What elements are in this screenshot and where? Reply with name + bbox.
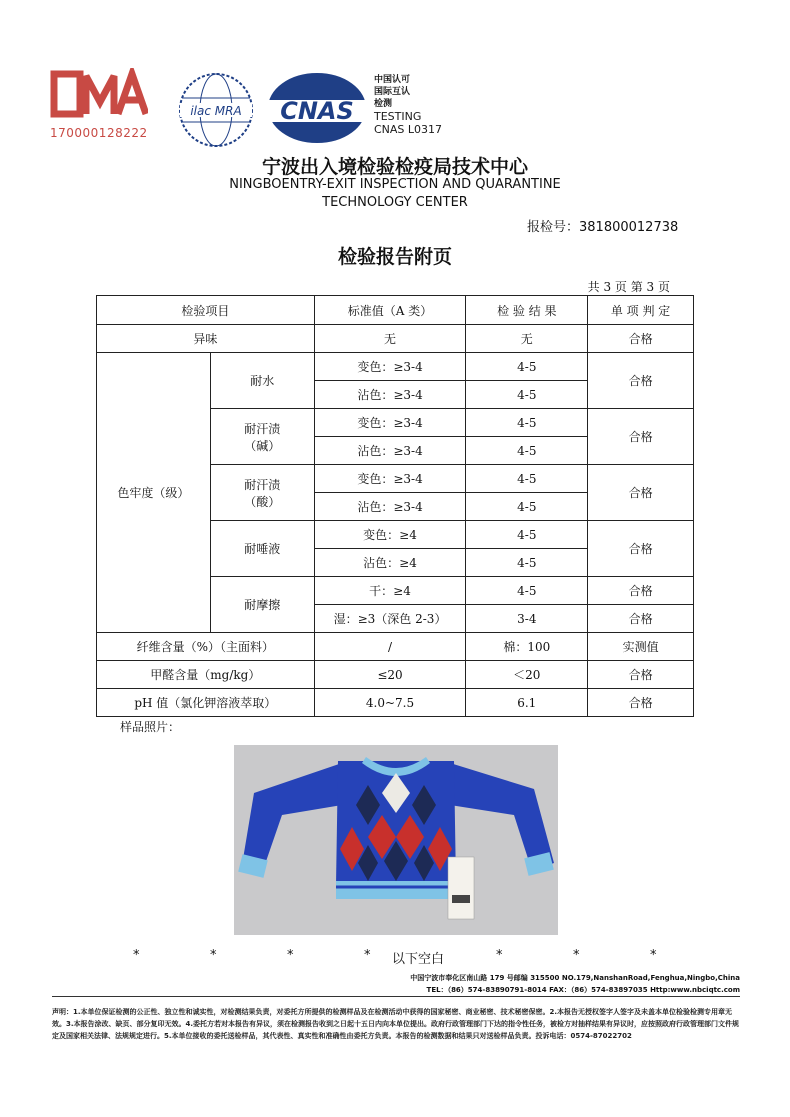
water-result-1: 4-5 [466, 353, 588, 381]
fiber-item: 纤维含量（%）（主面料） [97, 633, 315, 661]
header-result: 检 验 结 果 [466, 296, 588, 325]
water-standard-2: 沾色：≥3-4 [314, 381, 466, 409]
org-name-en-line1: NINGBOENTRY-EXIT INSPECTION AND QUARANTINE [229, 177, 561, 192]
address-line: 中国宁波市奉化区南山路 179 号邮编 315500 NO.179,NanshanRoad,Fenghua,Ningbo,China [410, 974, 740, 982]
rubbing-standard-1: 干：≥4 [314, 577, 466, 605]
water-result-2: 4-5 [466, 381, 588, 409]
sweat-alkaline-standard-1: 变色：≥3-4 [314, 409, 466, 437]
star-mark: * [210, 948, 217, 963]
rubbing-result-2: 3-4 [466, 605, 588, 633]
contact-line: TEL：（86）574-83890791-8014 FAX：（86）574-83897035 Http:www.nbciqtc.com [426, 986, 740, 994]
sweat-alkaline-standard-2: 沾色：≥3-4 [314, 437, 466, 465]
sweat-alkaline-judgement: 合格 [588, 409, 694, 465]
rubbing-judgement-2: 合格 [588, 605, 694, 633]
rubbing-judgement-1: 合格 [588, 577, 694, 605]
star-mark: * [133, 948, 140, 963]
cnas-cn-line1: 中国认可 [374, 75, 411, 85]
ph-standard: 4.0~7.5 [314, 689, 466, 717]
saliva-judgement: 合格 [588, 521, 694, 577]
fiber-judgement: 实测值 [588, 633, 694, 661]
sweat-acid-label-1: 耐汗渍 [244, 477, 281, 492]
table-row [97, 689, 694, 717]
star-mark: * [650, 948, 657, 963]
water-standard-1: 变色：≥3-4 [314, 353, 466, 381]
footer-address [410, 972, 740, 996]
water-label: 耐水 [210, 353, 314, 409]
odor-result: 无 [466, 325, 588, 353]
cnas-en-line2: CNAS L0317 [374, 123, 443, 136]
disclaimer-text: 声明：1.本单位保证检测的公正性、独立性和诚实性，对检测结果负责，对委托方所提供的检测样品及在检测活动中获得的国家秘密、商业秘密、技术秘密保密。2.本报告无授权签字人签字及未盖本单位检验检测专用章无效。3.本报告涂改、缺页、部分复印无效。4.委托方若对本报告有异议，须在检测报告收到之日起十五日内向本单位提出。政府行政管理部门下达的指令性任务，被检方对抽样结果有异议时，应按照政府行政管理部门文件规定及国家相关法律、法规规定进行。5.本单位接收的委托送检样品，其代表性、真实性和准确性由委托方负责。本报告的检测数据和结果只对送检样品负责。投诉电话：0574-87022702 [52, 1008, 740, 1040]
odor-item: 异味 [97, 325, 315, 353]
ph-item: pH 值（氯化钾溶液萃取） [97, 689, 315, 717]
header-standard: 标准值（A 类） [314, 296, 466, 325]
cnas-accreditation-text [374, 74, 442, 136]
sweater-image [234, 745, 558, 935]
sweat-acid-result-2: 4-5 [466, 493, 588, 521]
report-number-label: 报检号： [527, 220, 580, 235]
sweat-alkaline-label [210, 409, 314, 465]
cma-logo [50, 68, 150, 148]
org-name-en-line2: TECHNOLOGY CENTER [322, 195, 468, 210]
saliva-result-1: 4-5 [466, 521, 588, 549]
sweat-acid-judgement: 合格 [588, 465, 694, 521]
rubbing-standard-2: 湿：≥3（深色 2-3） [314, 605, 466, 633]
colorfastness-label: 色牢度（级） [97, 353, 211, 633]
ph-result: 6.1 [466, 689, 588, 717]
star-mark: * [364, 948, 371, 963]
water-judgement: 合格 [588, 353, 694, 409]
org-name-cn: 宁波出入境检验检疫局技术中心 [261, 156, 528, 178]
header-judgement: 单 项 判 定 [588, 296, 694, 325]
sweat-alkaline-result-2: 4-5 [466, 437, 588, 465]
star-mark: * [573, 948, 580, 963]
fiber-result: 棉：100 [466, 633, 588, 661]
rubbing-result-1: 4-5 [466, 577, 588, 605]
sample-photo-label: 样品照片： [120, 720, 181, 734]
ilac-globe-icon [176, 70, 256, 150]
report-number [527, 216, 678, 235]
report-number-value: 381800012738 [579, 220, 679, 235]
cnas-mark-icon [262, 70, 372, 148]
cnas-en-line1: TESTING [374, 110, 422, 123]
star-mark: * [496, 948, 503, 963]
ilac-label: ilac MRA [190, 104, 242, 118]
blank-marker: 以下空白 [392, 952, 445, 967]
sweat-alkaline-label-1: 耐汗渍 [244, 421, 281, 436]
ph-judgement: 合格 [588, 689, 694, 717]
table-header-row [97, 296, 694, 325]
star-mark: * [287, 948, 294, 963]
saliva-standard-2: 沾色：≥4 [314, 549, 466, 577]
sweat-acid-standard-1: 变色：≥3-4 [314, 465, 466, 493]
page-info: 共 3 页 第 3 页 [587, 280, 670, 294]
page-title: 检验报告附页 [337, 246, 452, 268]
odor-judgement: 合格 [588, 325, 694, 353]
cnas-logo [262, 70, 372, 148]
odor-standard: 无 [314, 325, 466, 353]
saliva-standard-1: 变色：≥4 [314, 521, 466, 549]
footer-divider [52, 996, 740, 997]
results-table [96, 295, 694, 717]
sweat-alkaline-result-1: 4-5 [466, 409, 588, 437]
saliva-result-2: 4-5 [466, 549, 588, 577]
cnas-cn-line2: 国际互认 [374, 87, 411, 97]
sweat-acid-label-2: （酸） [244, 494, 281, 509]
formaldehyde-standard: ≤20 [314, 661, 466, 689]
formaldehyde-item: 甲醛含量（mg/kg） [97, 661, 315, 689]
formaldehyde-result: ＜20 [466, 661, 588, 689]
table-row [97, 661, 694, 689]
sweat-alkaline-label-2: （碱） [244, 438, 281, 453]
header-item: 检验项目 [97, 296, 315, 325]
sweat-acid-standard-2: 沾色：≥3-4 [314, 493, 466, 521]
formaldehyde-judgement: 合格 [588, 661, 694, 689]
sweat-acid-result-1: 4-5 [466, 465, 588, 493]
cma-mark-icon [50, 68, 148, 120]
cnas-logo-text: CNAS [280, 97, 354, 125]
table-row [97, 325, 694, 353]
sample-photo [234, 745, 558, 935]
table-row [97, 353, 694, 381]
fiber-standard: / [314, 633, 466, 661]
table-row [97, 633, 694, 661]
saliva-label: 耐唾液 [210, 521, 314, 577]
cma-code: 170000128222 [50, 126, 148, 140]
cnas-cn-line3: 检测 [374, 99, 393, 109]
sweat-acid-label [210, 465, 314, 521]
rubbing-label: 耐摩擦 [210, 577, 314, 633]
ilac-mra-logo [176, 70, 256, 150]
